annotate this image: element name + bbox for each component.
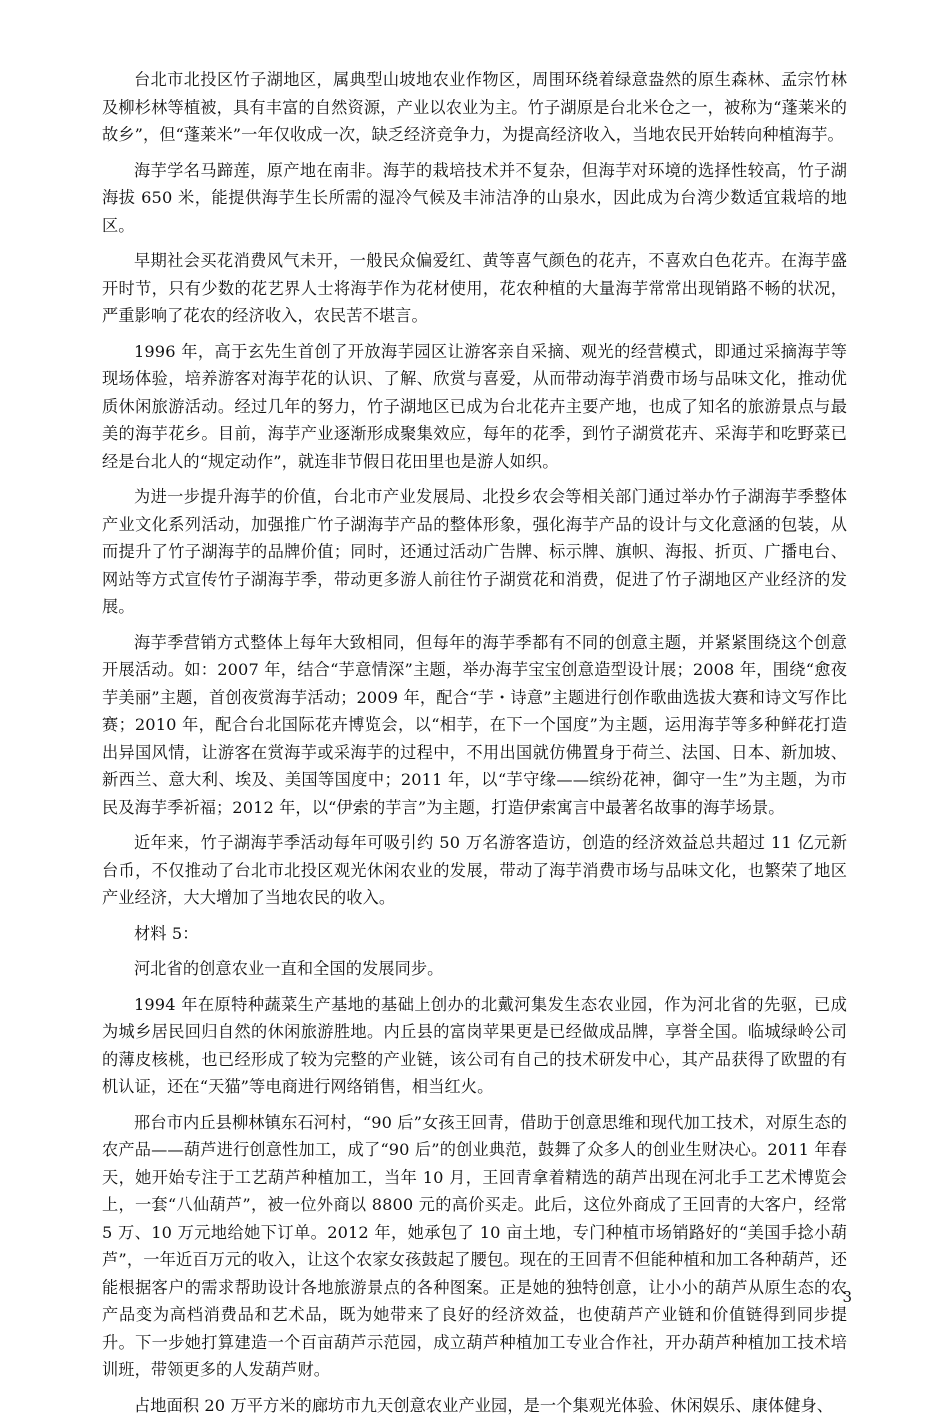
paragraph-jiutian-park: 占地面积 20 万平方米的廊坊市九天创意农业产业园，是一个集观光体验、休闲娱乐、康体健身、	[134, 1395, 834, 1415]
paragraph-hebei-examples: 1994 年在原特种蔬菜生产基地的基础上创办的北戴河集发生态农业园，作为河北省的先驱，已成为城乡居民回归自然的休闲旅游胜地。内丘县的富岗苹果更是已经做成品牌，享誉全国。临城绿岭公司的薄皮核桃，也已经形成了较为完整的产业链，该公司有自己的技术研发中心，其产品获得了欧盟的有机认证，还在“天猫”等电商进行网络销售，相当红火。	[102, 994, 847, 1096]
paragraph-1996-tourism: 1996 年，高于玄先生首创了开放海芋园区让游客亲自采摘、观光的经营模式，即通过采摘海芋等现场体验，培养游客对海芋花的认识、了解、欣赏与喜爱，从而带动海芋消费市场与品味文化，推动优质休闲旅游活动。经过几年的努力，竹子湖地区已成为台北花卉主要产地，也成了知名的旅游景点与最美的海芋花乡。目前，海芋产业逐渐形成聚集效应，每年的花季，到竹子湖赏花卉、采海芋和吃野菜已经是台北人的“规定动作”，就连非节假日花田里也是游人如织。	[102, 341, 847, 471]
paragraph-brand-promotion: 为进一步提升海芋的价值，台北市产业发展局、北投乡农会等相关部门通过举办竹子湖海芋季整体产业文化系列活动，加强推广竹子湖海芋产品的整体形象，强化海芋产品的设计与文化意涵的包装，从而提升了竹子湖海芋的品牌价值；同时，还通过活动广告牌、标示牌、旗帜、海报、折页、广播电台、网站等方式宣传竹子湖海芋季，带动更多游人前往竹子湖赏花和消费，促进了竹子湖地区产业经济的发展。	[102, 487, 847, 616]
paragraph-calla-origin: 海芋学名马蹄莲，原产地在南非。海芋的栽培技术并不复杂，但海芋对环境的选择性较高，竹子湖海拔 650 米，能提供海芋生长所需的湿冷气候及丰沛洁净的山泉水，因此成为台湾少数适宜栽培的地区。	[102, 160, 847, 235]
paragraph-material-5-heading: 材料 5：	[134, 923, 199, 943]
document-body	[102, 66, 847, 1427]
paragraph-festival-themes: 海芋季营销方式整体上每年大致相同，但每年的海芋季都有不同的创意主题，并紧紧围绕这个创意开展活动。如：2007 年，结合“芋意情深”主题，举办海芋宝宝创意造型设计展；2008 年，围绕“愈夜芋美丽”主题，首创夜赏海芋活动；2009 年，配合“芋・诗意”主题进行创作歌曲选拔大赛和诗文写作比赛；2010 年，配合台北国际花卉博览会，以“相芋，在下一个国度”为主题，运用海芋等多种鲜花打造出异国风情，让游客在赏海芋或采海芋的过程中，不用出国就仿佛置身于荷兰、法国、日本、新加坡、新西兰、意大利、埃及、美国等国度中；2011 年，以“芋守缘——缤纷花神，御守一生”为主题，为市民及海芋季祈福；2012 年，以“伊索的芋言”为主题，打造伊索寓言中最著名故事的海芋场景。	[102, 632, 847, 817]
page-number: 3	[842, 1288, 852, 1306]
paragraph-zhuzihu-intro: 台北市北投区竹子湖地区，属典型山坡地农业作物区，周围环绕着绿意盎然的原生森林、孟宗竹林及柳杉林等植被，具有丰富的自然资源，产业以农业为主。竹子湖原是台北米仓之一，被称为“蓬莱米的故乡”，但“蓬莱米”一年仅收成一次，缺乏经济竞争力，为提高经济收入，当地农民开始转向种植海芋。	[102, 70, 847, 144]
paragraph-hebei-intro: 河北省的创意农业一直和全国的发展同步。	[134, 959, 444, 978]
paragraph-economic-benefit: 近年来，竹子湖海芋季活动每年可吸引约 50 万名游客造访，创造的经济效益总共超过 11 亿元新台币，不仅推动了台北市北投区观光休闲农业的发展，带动了海芋消费市场与品味文化，也繁荣了地区产业经济，大大增加了当地农民的收入。	[102, 833, 847, 907]
paragraph-gourd-entrepreneur: 邢台市内丘县柳林镇东石河村，“90 后”女孩王回青，借助于创意思维和现代加工技术，对原生态的农产品——葫芦进行创意性加工，成了“90 后”的创业典范，鼓舞了众多人的创业生财决心。2011 年春天，她开始专注于工艺葫芦种植加工，当年 10 月，王回青拿着精选的葫芦出现在河北手工艺术博览会上，一套“八仙葫芦”，被一位外商以 8800 元的高价买走。此后，这位外商成了王回青的大客户，经常 5 万、10 万元地给她下订单。2012 年，她承包了 10 亩土地，专门种植市场销路好的“美国手捻小葫芦”，一年近百万元的收入，让这个农家女孩鼓起了腰包。现在的王回青不但能种植和加工各种葫芦，还能根据客户的需求帮助设计各地旅游景点的各种图案。正是她的独特创意，让小小的葫芦从原生态的农产品变为高档消费品和艺术品，既为她带来了良好的经济效益，也使葫芦产业链和价值链得到同步提升。下一步她打算建造一个百亩葫芦示范园，成立葫芦种植加工专业合作社，开办葫芦种植加工技术培训班，带领更多的人发葫芦财。	[102, 1112, 847, 1379]
paragraph-early-market: 早期社会买花消费风气未开，一般民众偏爱红、黄等喜气颜色的花卉，不喜欢白色花卉。在海芋盛开时节，只有少数的花艺界人士将海芋作为花材使用，花农种植的大量海芋常常出现销路不畅的状况，严重影响了花农的经济收入，农民苦不堪言。	[102, 251, 847, 325]
